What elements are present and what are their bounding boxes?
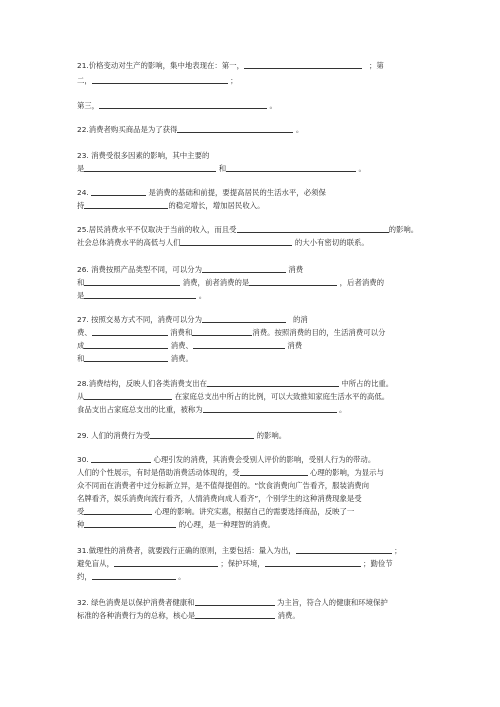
blank[interactable] (193, 340, 285, 349)
blank[interactable] (84, 353, 168, 362)
q31-text: ；保护环境， (220, 559, 265, 568)
q26-text: 消费，前者消费的是 (182, 278, 250, 287)
q23-text: 。 (358, 164, 366, 173)
q27-text: 的消 (293, 315, 308, 324)
q23-text: 23. 消费受很多因素的影响，其中主要的 (77, 151, 210, 160)
q25-line2 (77, 237, 440, 248)
q28-line1 (77, 378, 440, 389)
blank[interactable] (92, 571, 176, 580)
q28-text: 28.消费结构，反映人们各类消费支出在 (77, 379, 208, 388)
q26-line3 (77, 290, 440, 301)
q31-line1 (77, 545, 440, 556)
q31-text: ； (394, 546, 402, 555)
q21-line3 (77, 100, 440, 111)
blank[interactable] (192, 327, 252, 336)
blank[interactable] (92, 327, 168, 336)
q30-line6 (77, 519, 440, 530)
q28-line2 (77, 391, 440, 402)
q27-text: 和 (77, 354, 85, 363)
blank[interactable] (91, 187, 146, 196)
q21-text: 第三， (77, 101, 100, 110)
q22-text: 22.消费者购买商品是为了获得 (77, 125, 178, 134)
q24-text: 持 (77, 201, 85, 210)
q23-text: 和 (218, 164, 227, 173)
q24-text: 是消费的基础和前提，要提高居民的生活水平，必须保 (148, 188, 326, 197)
q30-text: 心理的影响，为显示与 (309, 468, 384, 477)
q23-line2 (77, 163, 440, 174)
q30-text: 众不同而在消费者中过分标新立异，是不值得提倡的。“饮食消费向广告看齐，服装消费向 (77, 481, 370, 490)
q31-text: 。 (178, 572, 186, 581)
q22-line1 (77, 124, 440, 135)
q27-text: 成 (77, 341, 85, 350)
blank[interactable] (84, 391, 172, 400)
q31-text: ；勤俭节 (363, 559, 393, 568)
q32-text: 32. 绿色消费是以保护消费者健康和 (77, 598, 195, 607)
blank[interactable] (203, 404, 337, 413)
q30-text: 的心理，是一种理智的消费。 (178, 520, 275, 529)
q30-text: 30. (77, 455, 89, 464)
q30-text: 心理引发的消费，其消费会受别人评价的影响，受别人行为的带动。 (153, 455, 376, 464)
q24-line2 (77, 200, 440, 211)
blank[interactable] (195, 610, 275, 619)
blank[interactable] (202, 314, 286, 323)
q25-text: 的大小有密切的联系。 (294, 238, 369, 247)
blank[interactable] (84, 519, 176, 528)
q32-text: 为主旨，符合人的健康和环境保护 (276, 598, 388, 607)
blank[interactable] (207, 378, 339, 387)
q21-line2 (77, 75, 440, 86)
q29-line1 (77, 430, 440, 441)
q27-text: 消费、 (170, 341, 193, 350)
blank[interactable] (91, 454, 151, 463)
blank[interactable] (99, 100, 267, 109)
q31-text: 避免盲从， (77, 559, 114, 568)
q26-text: 26. 消费按照产品类型不同，可以分为 (77, 265, 202, 274)
q30-line1 (77, 454, 440, 465)
q31-line2 (77, 558, 440, 569)
blank[interactable] (202, 264, 286, 273)
q26-text: ，后者消费的 (339, 278, 385, 287)
blank[interactable] (84, 506, 152, 515)
blank[interactable] (177, 124, 293, 133)
q21-text: 二， (77, 76, 92, 85)
q28-text: 在家庭总支出中所占的比例，可以大致推知家庭生活水平的高低。 (174, 392, 390, 401)
q27-text: 费、 (77, 328, 92, 337)
q32-line2 (77, 610, 440, 621)
q30-line3 (77, 480, 440, 491)
q31-line3 (77, 571, 440, 582)
blank[interactable] (84, 200, 168, 209)
q26-text: 是 (77, 291, 85, 300)
blank[interactable] (244, 60, 362, 69)
q25-text: 社会总体消费水平的高低与人们 (77, 238, 181, 247)
blank[interactable] (92, 75, 228, 84)
q28-text: 从 (77, 392, 85, 401)
q30-text: 种 (77, 520, 85, 529)
q32-text: 消费。 (277, 611, 300, 620)
q27-line1 (77, 314, 440, 325)
q29-text: 29. 人们的消费行为受 (77, 431, 151, 440)
q27-line2 (77, 327, 440, 338)
blank[interactable] (150, 430, 254, 439)
q26-text: 。 (198, 291, 207, 300)
q27-line3 (77, 340, 440, 351)
blank[interactable] (237, 224, 389, 233)
q30-text: 人们的个性展示，有时是借助消费活动体现的，受 (77, 468, 240, 477)
q31-text: 约， (77, 572, 92, 581)
q30-text: 受 (77, 507, 85, 516)
q27-text: 消费和 (170, 328, 193, 337)
q24-text: 的稳定增长，增加居民收入。 (168, 201, 265, 210)
q29-text: 的影响。 (256, 431, 287, 440)
blank[interactable] (180, 237, 292, 246)
q25-line1 (77, 224, 440, 235)
q30-line2 (77, 467, 440, 478)
blank[interactable] (240, 467, 308, 476)
q27-text: 27. 按照交易方式不同，消费可以分为 (77, 315, 202, 324)
blank[interactable] (84, 340, 168, 349)
q27-text: 消费 (287, 341, 303, 350)
q23-text: 是 (77, 164, 85, 173)
q31-text: 31.做理性的消费者，就要践行正确的原则，主要包括：量入为出， (77, 546, 296, 555)
blank[interactable] (84, 290, 196, 299)
q26-text: 和 (77, 278, 85, 287)
q28-text: 中所占的比重。 (341, 379, 394, 388)
q27-line4 (77, 353, 440, 364)
blank[interactable] (114, 558, 218, 567)
q21-line1 (77, 60, 440, 71)
q32-text: 标准的各种消费行为的总称，核心是 (77, 611, 196, 620)
q26-line1 (77, 264, 440, 275)
q30-text: 心理的影响。讲究实惠，根据自己的需要选择商品，反映了一 (154, 507, 355, 516)
q21-text: ；第 (369, 61, 384, 70)
q21-text: ； (230, 76, 238, 85)
q28-text: 。 (339, 405, 347, 414)
q26-line2 (77, 277, 440, 288)
q28-line3 (77, 404, 440, 415)
q30-line4 (77, 493, 440, 504)
q27-text: 消费。按照消费的目的，生活消费可以分 (252, 328, 386, 337)
blank[interactable] (195, 597, 275, 606)
q23-line1 (77, 150, 440, 161)
q24-line1 (77, 187, 440, 198)
q27-text: 消费。 (170, 354, 193, 363)
q22-text: 。 (295, 125, 304, 134)
q26-text: 消费 (288, 265, 304, 274)
blank[interactable] (296, 545, 392, 554)
q32-line1 (77, 597, 440, 608)
blank[interactable] (84, 277, 180, 286)
blank[interactable] (84, 163, 216, 172)
q21-text: 21.价格变动对生产的影响，集中地表现在：第一， (77, 61, 244, 70)
q21-text: 。 (269, 101, 277, 110)
q30-line5 (77, 506, 440, 517)
q24-text: 24. (77, 188, 89, 197)
q25-text: 的影响。 (388, 225, 419, 234)
q28-text: 食品支出占家庭总支出的比重，被称为 (77, 405, 203, 414)
q30-text: 名牌看齐，娱乐消费向流行看齐，人情消费向成人看齐”，个别学生的这种消费现象是受 (77, 494, 362, 503)
blank[interactable] (265, 558, 361, 567)
q25-text: 25.居民消费水平不仅取决于当前的收入，而且受 (77, 225, 237, 234)
blank[interactable] (249, 277, 337, 286)
blank[interactable] (226, 163, 356, 172)
